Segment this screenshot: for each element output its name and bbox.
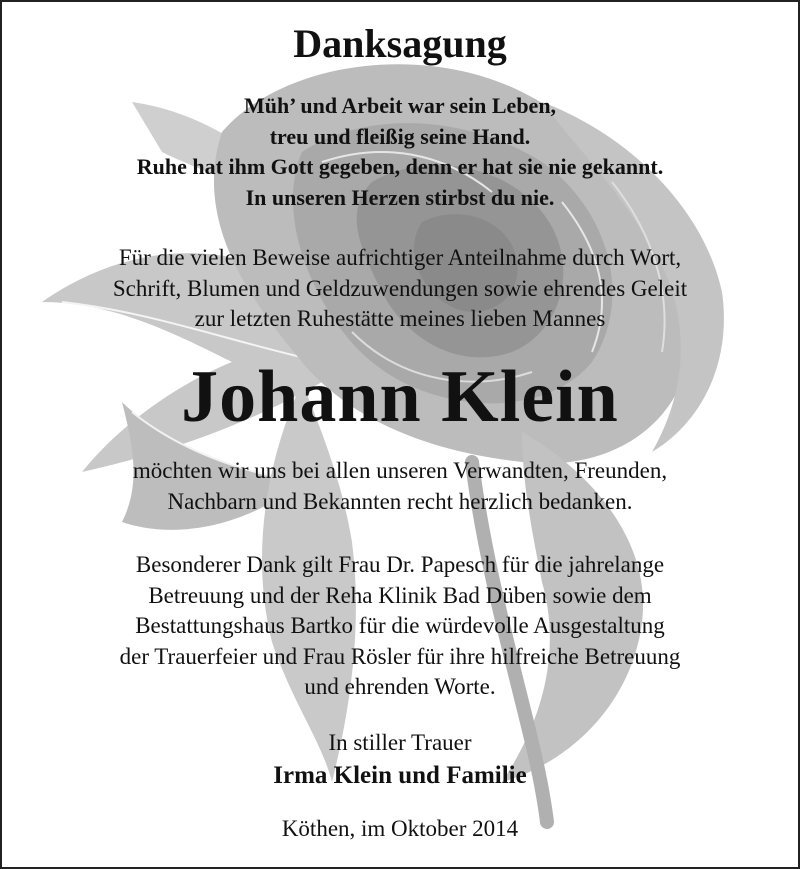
thanks-line: Nachbarn und Bekannten recht herzlich bedanken.: [167, 488, 633, 514]
special-thanks-line: Betreuung und der Reha Klinik Bad Düben sowie dem: [148, 582, 652, 608]
notice-title: Danksagung: [293, 21, 507, 66]
special-thanks-line: der Trauerfeier und Frau Rösler für ihre hilfreiche Betreuung: [119, 643, 681, 669]
deceased-name: Johann Klein: [181, 356, 619, 438]
special-thanks-line: Besonderer Dank gilt Frau Dr. Papesch für die jahrelange: [135, 552, 665, 577]
verse-line: Müh’ und Arbeit war sein Leben,: [243, 93, 557, 118]
verse-line: Ruhe hat ihm Gott gegeben, denn er hat sie nie gekannt.: [136, 154, 664, 179]
signature-names: Irma Klein und Familie: [273, 762, 527, 789]
special-thanks-line: und ehrenden Worte.: [304, 674, 496, 699]
intro-line: Für die vielen Beweise aufrichtiger Anteilnahme durch Wort,: [118, 245, 682, 270]
signature-intro: In stiller Trauer: [328, 730, 472, 755]
intro-line: Schrift, Blumen und Geldzuwendungen sowie ehrendes Geleit: [112, 275, 688, 301]
verse-line: treu und fleißig seine Hand.: [269, 123, 531, 149]
intro-paragraph: [2, 243, 798, 335]
thanks-paragraph: [2, 456, 798, 517]
special-thanks-paragraph: [2, 550, 798, 703]
thanks-line: möchten wir uns bei allen unseren Verwandten, Freunden,: [132, 458, 668, 483]
special-thanks-line: Bestattungshaus Bartko für die würdevolle Ausgestaltung: [135, 613, 665, 638]
memorial-verse: [2, 91, 798, 213]
place-date: Köthen, im Oktober 2014: [281, 816, 519, 841]
intro-line: zur letzten Ruhestätte meines lieben Mannes: [194, 306, 606, 331]
verse-line: In unseren Herzen stirbst du nie.: [245, 184, 555, 210]
